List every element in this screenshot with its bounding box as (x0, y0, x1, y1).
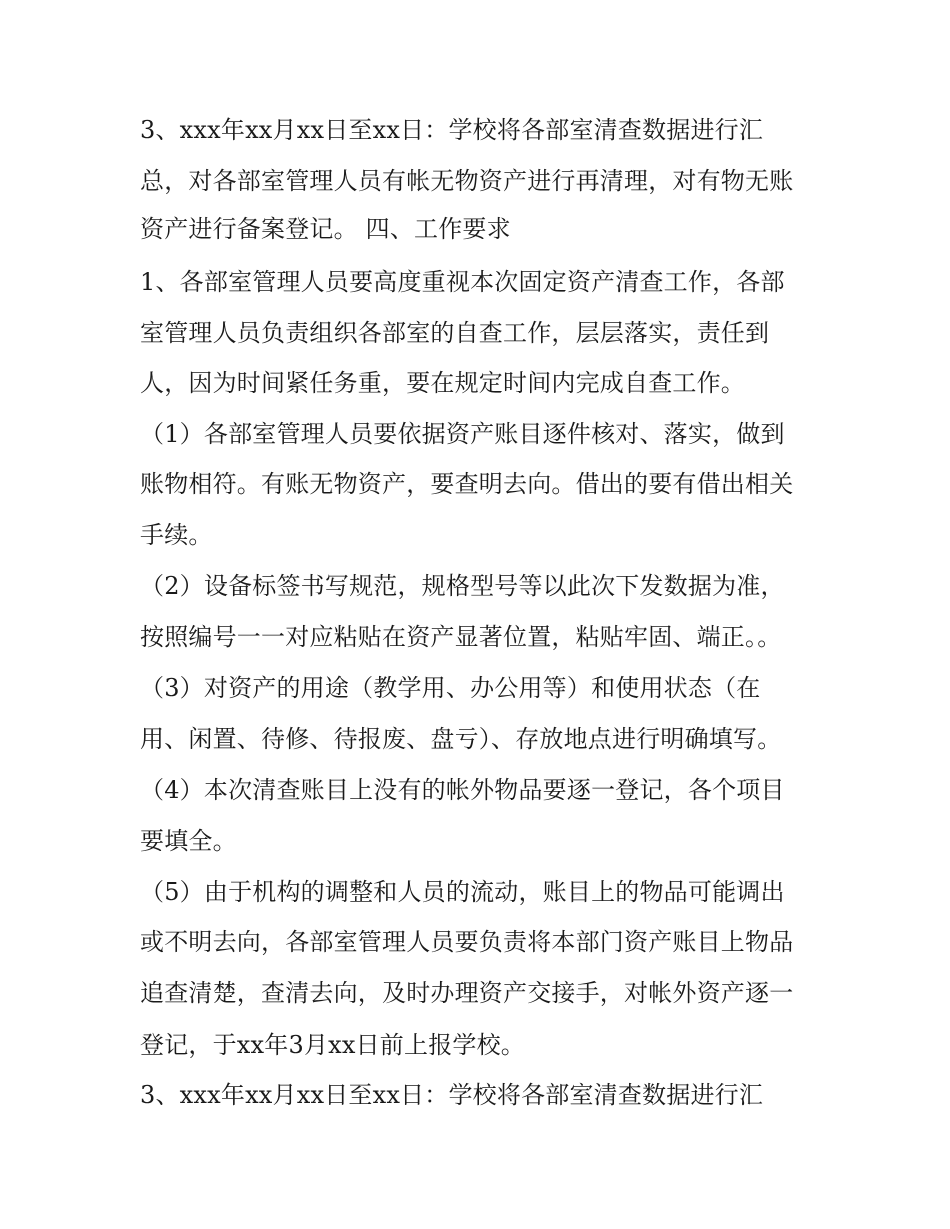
text-line: 或不明去向，各部室管理人员要负责将本部门资产账目上物品 (140, 928, 794, 956)
text-line: 用、闲置、待修、待报废、盘亏）、存放地点进行明确填写。 (140, 725, 782, 753)
text-line: 1、各部室管理人员要高度重视本次固定资产清查工作，各部 (140, 268, 785, 296)
text-line: 要填全。 (140, 827, 237, 855)
text-line: （3）对资产的用途（教学用、办公用等）和使用状态（在 (140, 674, 761, 702)
text-line: （5）由于机构的调整和人员的流动，账目上的物品可能调出 (140, 878, 785, 906)
text-line: 3、xxx年xx月xx日至xx日：学校将各部室清查数据进行汇 (140, 1081, 764, 1109)
text-line: 按照编号一一对应粘贴在资产显著位置，粘贴牢固、端正。。 (140, 623, 782, 651)
text-line: （2）设备标签书写规范，规格型号等以此次下发数据为准， (140, 572, 785, 600)
text-line: 登记，于xx年3月xx日前上报学校。 (140, 1031, 526, 1059)
text-line: 人，因为时间紧任务重，要在规定时间内完成自查工作。 (140, 369, 745, 397)
text-line: （1）各部室管理人员要依据资产账目逐件核对、落实，做到 (140, 420, 785, 448)
text-line: 资产进行备案登记。 四、工作要求 (140, 215, 511, 243)
text-line: （4）本次清查账目上没有的帐外物品要逐一登记，各个项目 (140, 776, 785, 804)
text-line: 账物相符。有账无物资产，要查明去向。借出的要有借出相关 (140, 470, 794, 498)
text-line: 追查清楚，查清去向，及时办理资产交接手，对帐外资产逐一 (140, 979, 794, 1007)
text-line: 3、xxx年xx月xx日至xx日：学校将各部室清查数据进行汇 (140, 116, 764, 144)
text-line: 手续。 (140, 521, 213, 549)
text-line: 室管理人员负责组织各部室的自查工作，层层落实，责任到 (140, 319, 770, 347)
text-line: 总，对各部室管理人员有帐无物资产进行再清理，对有物无账 (140, 167, 794, 195)
